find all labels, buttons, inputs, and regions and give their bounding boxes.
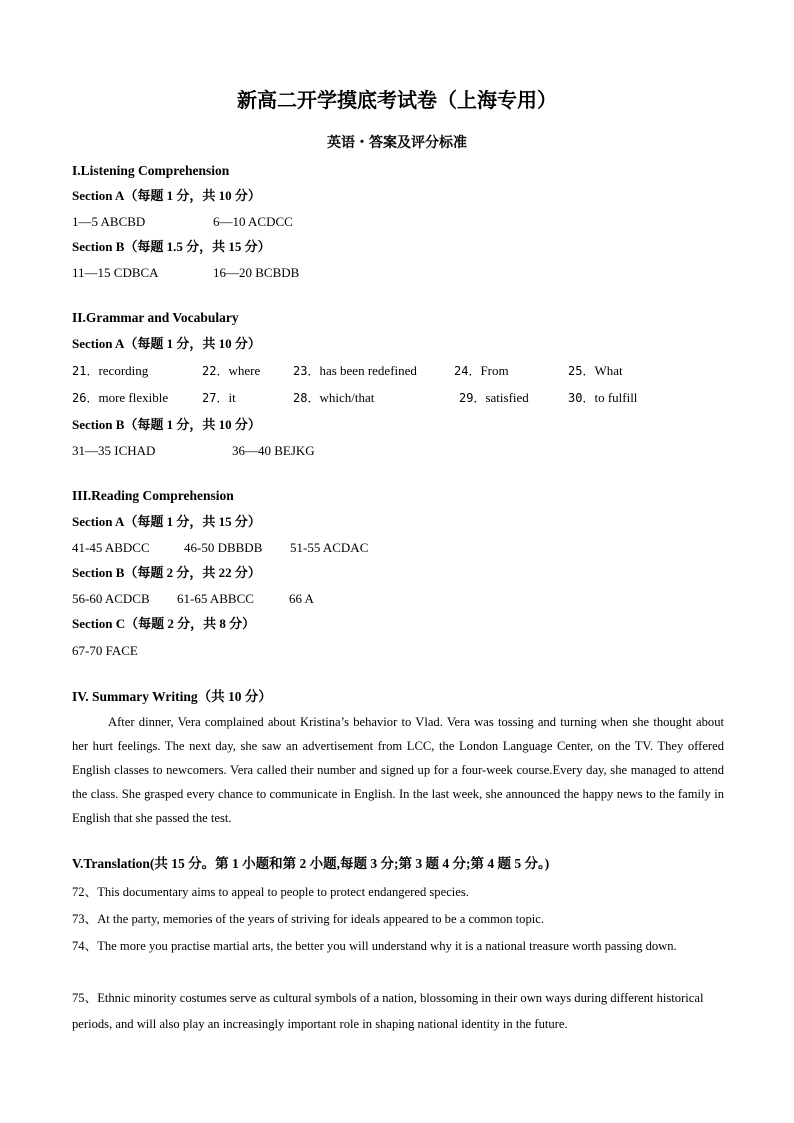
listening-section-a-heading: Section A（每题 1 分，共 10 分） <box>72 188 261 203</box>
translation-item-72: 72、This documentary aims to appeal to people to protect endangered species. <box>72 885 469 899</box>
reading-section-b-heading: Section B（每题 2 分，共 22 分） <box>72 565 261 580</box>
answer-6-10: 6—10 ACDCC <box>213 214 293 229</box>
reading-section-a-heading: Section A（每题 1 分，共 15 分） <box>72 514 261 529</box>
translation-item-75: 75、Ethnic minority costumes serve as cultural symbols of a nation, blossoming in their own ways during different historical periods, and will also play an increasingly important role in shaping national identity in the future. <box>72 991 704 1031</box>
answer-46-50: 46-50 DBBDB <box>184 540 263 555</box>
answer-66: 66 A <box>289 591 314 606</box>
answer-36-40: 36—40 BEJKG <box>232 443 315 458</box>
translation-heading: V.Translation(共 15 分。第 1 小题和第 2 小题,每题 3 分;第 3 题 4 分;第 4 题 5 分。) <box>72 856 550 871</box>
grammar-section-b-heading: Section B（每题 1 分，共 10 分） <box>72 417 261 432</box>
answer-61-65: 61-65 ABBCC <box>177 591 254 606</box>
answer-67-70: 67-70 FACE <box>72 643 138 658</box>
answer-51-55: 51-55 ACDAC <box>290 540 369 555</box>
translation-item-74: 74、The more you practise martial arts, the better you will understand why it is a national treasure worth passing down. <box>72 939 677 953</box>
answer-1-5: 1—5 ABCBD <box>72 214 146 229</box>
listening-heading: I.Listening Comprehension <box>72 163 230 178</box>
listening-section-b-heading: Section B（每题 1.5 分，共 15 分） <box>72 239 271 254</box>
answer-16-20: 16—20 BCBDB <box>213 265 300 280</box>
reading-heading: III.Reading Comprehension <box>72 488 234 503</box>
grammar-answer-30: 30．to fulfill <box>568 390 638 405</box>
answer-31-35: 31—35 ICHAD <box>72 443 156 458</box>
grammar-answer-21: 21．recording <box>72 363 149 378</box>
grammar-section-a-heading: Section A（每题 1 分，共 10 分） <box>72 336 261 351</box>
grammar-answer-27: 27．it <box>202 390 236 405</box>
grammar-answer-25: 25．What <box>568 363 623 378</box>
reading-section-c-heading: Section C（每题 2 分，共 8 分） <box>72 616 256 631</box>
grammar-answer-24: 24．From <box>454 363 509 378</box>
grammar-answer-22: 22．where <box>202 363 261 378</box>
page-subtitle: 英语・答案及评分标准 <box>327 135 467 151</box>
answer-11-15: 11—15 CDBCA <box>72 265 159 280</box>
summary-writing-heading: IV. Summary Writing（共 10 分） <box>72 689 272 704</box>
grammar-answer-26: 26．more flexible <box>72 390 169 405</box>
translation-item-73: 73、At the party, memories of the years of striving for ideals appeared to be a common topic. <box>72 912 545 926</box>
answer-56-60: 56-60 ACDCB <box>72 591 150 606</box>
grammar-answer-29: 29．satisfied <box>459 390 529 405</box>
page-title: 新高二开学摸底考试卷（上海专用） <box>237 88 557 112</box>
answer-41-45: 41-45 ABDCC <box>72 540 150 555</box>
grammar-answer-28: 28．which/that <box>293 390 375 405</box>
summary-writing-text: After dinner, Vera complained about Kristina’s behavior to Vlad. Vera was tossing and turning when she thought about her hurt feelings. The next day, she saw an advertisement from LCC, the London Language Center, on the TV. They offered English classes to newcomers. Vera called their number and signed up for a four-week course.Every day, she managed to attend the class. She grasped every chance to communicate in English. In the last week, she announced the happy news to the family in English that she passed the test. <box>72 715 724 825</box>
grammar-answer-23: 23．has been redefined <box>293 363 417 378</box>
grammar-heading: II.Grammar and Vocabulary <box>72 310 239 325</box>
